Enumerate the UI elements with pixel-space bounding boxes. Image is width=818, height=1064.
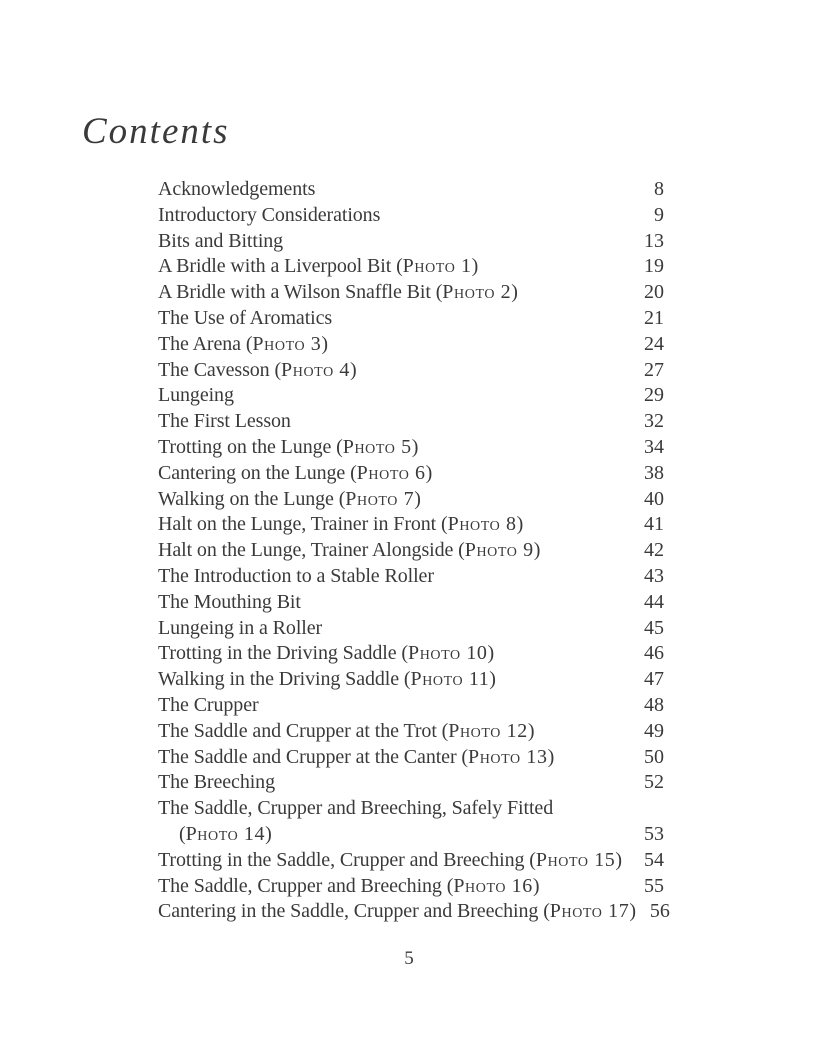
toc-entry-page: 48	[644, 693, 664, 716]
toc-entry-title: Trotting on the Lunge (Photo 5)	[158, 435, 419, 458]
page-title: Contents	[82, 111, 230, 152]
toc-entry-title: Acknowledgements	[158, 178, 316, 200]
toc-entry-title: Lungeing in a Roller	[158, 616, 323, 639]
toc-entry	[158, 641, 664, 667]
toc-entry-page: 13	[644, 229, 664, 252]
toc-entry-page: 24	[644, 332, 664, 355]
toc-entry-page: 46	[644, 642, 664, 665]
toc-entry	[158, 667, 664, 693]
toc-entry-page: 54	[644, 848, 664, 871]
toc-entry-page: 44	[644, 590, 664, 613]
toc-entry-title: Halt on the Lunge, Trainer Alongside (Photo 9)	[158, 539, 541, 562]
toc-entry-title: The First Lesson	[158, 410, 291, 433]
toc-entry	[158, 564, 664, 590]
toc-entry-title: Walking on the Lunge (Photo 7)	[158, 487, 421, 510]
photo-reference: Photo 6	[356, 461, 426, 484]
toc-entry	[158, 358, 664, 384]
toc-entry-page: 42	[644, 539, 664, 562]
toc-entry-page: 32	[644, 410, 664, 433]
toc-entry-page: 43	[644, 564, 664, 587]
toc-entry-page: 47	[644, 668, 664, 691]
toc-entry-title: Cantering in the Saddle, Crupper and Breeching (Photo 17)	[158, 900, 636, 923]
toc-entry-title: The Breeching	[158, 771, 275, 794]
photo-reference: Photo 7	[345, 487, 415, 510]
toc-entry-title: The Use of Aromatics	[158, 306, 333, 329]
toc-entry-page: 41	[644, 513, 664, 536]
toc-entry-title: The Crupper	[158, 693, 259, 716]
toc-entry	[158, 899, 670, 925]
toc-entry-page: 55	[644, 874, 664, 897]
photo-reference: Photo 4	[281, 358, 350, 381]
photo-reference: Photo 1	[402, 255, 472, 278]
photo-reference: Photo 14	[185, 822, 266, 845]
photo-reference: Photo 16	[453, 874, 533, 897]
toc-entry-page: 56	[649, 900, 670, 923]
toc-entry-page: 45	[644, 616, 664, 639]
toc-entry-title: Cantering on the Lunge (Photo 6)	[158, 461, 433, 484]
photo-reference: Photo 12	[448, 719, 528, 742]
photo-reference: Photo 15	[535, 848, 616, 871]
photo-reference: Photo 9	[464, 539, 534, 562]
toc-entry-page: 21	[644, 306, 664, 329]
photo-reference: Photo 17	[549, 900, 630, 923]
toc-entry-title: The Mouthing Bit	[158, 590, 301, 613]
toc-entry-page: 8	[654, 178, 664, 200]
toc-entry	[158, 693, 664, 719]
toc-entry	[158, 332, 664, 358]
toc-entry-title: Introductory Considerations	[158, 203, 381, 226]
toc-entry	[158, 512, 664, 538]
photo-reference: Photo 5	[342, 435, 412, 458]
toc-entry-title: A Bridle with a Wilson Snaffle Bit (Photo 2)	[158, 281, 518, 304]
toc-entry-page: 38	[644, 461, 664, 484]
toc-entry-title: The Arena (Photo 3)	[158, 332, 328, 355]
photo-reference: Photo 2	[442, 281, 512, 304]
toc-entry-page: 49	[644, 719, 664, 742]
toc-entry	[158, 177, 664, 203]
toc-entry-page: 19	[644, 255, 664, 278]
toc-entry	[158, 461, 664, 487]
toc-entry	[158, 383, 664, 409]
toc-entry	[158, 409, 664, 435]
toc-entry-title: Trotting in the Driving Saddle (Photo 10)	[158, 642, 495, 665]
folio-page-number: 5	[404, 948, 414, 969]
toc-entry-title: Trotting in the Saddle, Crupper and Breeching (Photo 15)	[158, 848, 622, 871]
toc-entry-page: 52	[644, 771, 664, 794]
toc-entry-title: The Saddle and Crupper at the Trot (Photo 12)	[158, 719, 535, 742]
toc-entry-title: (Photo 14)	[179, 822, 272, 845]
toc-entry-title: Walking in the Driving Saddle (Photo 11)	[158, 668, 496, 691]
toc-entry-page: 29	[644, 384, 664, 407]
toc-entry	[158, 796, 664, 822]
toc-entry	[158, 745, 664, 771]
photo-reference: Photo 3	[252, 332, 322, 355]
toc-entry-page: 34	[644, 435, 664, 458]
toc-entry	[158, 848, 664, 874]
toc-entry	[158, 306, 664, 332]
toc-list	[158, 177, 670, 925]
toc-entry-title: Halt on the Lunge, Trainer in Front (Photo 8)	[158, 513, 524, 536]
toc-entry-page: 9	[654, 203, 664, 226]
toc-entry	[158, 203, 664, 229]
toc-entry	[158, 538, 664, 564]
photo-reference: Photo 11	[410, 668, 490, 691]
toc-entry-page: 40	[644, 487, 664, 510]
photo-reference: Photo 10	[407, 642, 488, 665]
toc-entry-title: The Saddle and Crupper at the Canter (Photo 13)	[158, 745, 555, 768]
toc-entry-title: The Cavesson (Photo 4)	[158, 358, 357, 381]
toc-entry-title: The Introduction to a Stable Roller	[158, 564, 434, 587]
toc-entry-title: The Saddle, Crupper and Breeching, Safely Fitted	[158, 797, 554, 820]
toc-entry-title: A Bridle with a Liverpool Bit (Photo 1)	[158, 255, 479, 278]
toc-entry-page: 53	[644, 822, 664, 845]
photo-reference: Photo 8	[447, 513, 517, 536]
toc-entry	[158, 770, 664, 796]
toc-entry-title: Lungeing	[158, 384, 234, 407]
toc-entry-page: 20	[644, 281, 664, 304]
toc-entry-page: 27	[644, 358, 664, 381]
toc-entry	[158, 874, 664, 900]
toc-entry	[158, 280, 664, 306]
photo-reference: Photo 13	[468, 745, 548, 768]
toc-entry	[158, 590, 664, 616]
toc-entry	[158, 822, 664, 848]
toc-entry	[158, 229, 664, 255]
toc-entry	[158, 254, 664, 280]
toc-entry	[158, 616, 664, 642]
toc-entry	[158, 487, 664, 513]
toc-entry	[158, 719, 664, 745]
toc-entry-page: 50	[644, 745, 664, 768]
toc-entry	[158, 435, 664, 461]
toc-entry-title: The Saddle, Crupper and Breeching (Photo 16)	[158, 874, 540, 897]
toc-entry-title: Bits and Bitting	[158, 229, 284, 252]
